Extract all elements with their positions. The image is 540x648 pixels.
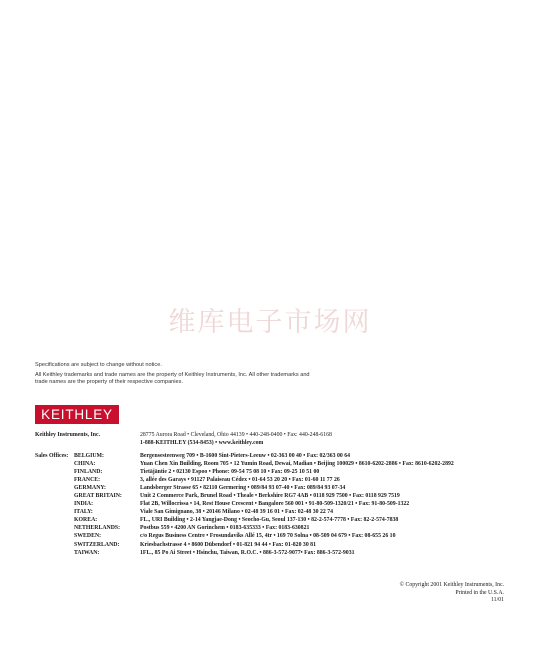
office-address: FL., URI Building • 2-14 Yangjae-Dong • Seocho-Gu, Seoul 137-130 • 82-2-574-7778 • Fax: 82-2-574-7838	[140, 517, 399, 524]
office-country: CHINA:	[74, 461, 96, 468]
sales-offices-list	[35, 452, 530, 557]
office-row	[35, 460, 530, 468]
copyright-block	[400, 582, 504, 605]
office-row	[35, 516, 530, 524]
office-country: KOREA:	[74, 517, 98, 524]
office-address: Viale San Gimignano, 38 • 20146 Milano • 02-48 39 16 01 • Fax: 02-48 30 22 74	[140, 509, 333, 516]
keithley-logo: KEITHLEY	[35, 405, 119, 424]
trademark-notice-line2: trade names are the property of their respective companies.	[35, 378, 183, 385]
office-row	[35, 549, 530, 557]
office-row	[35, 452, 530, 460]
printed-text: Printed in the U.S.A.	[455, 589, 504, 596]
watermark-text: 维库电子市场网	[168, 307, 372, 338]
office-country: GERMANY:	[74, 485, 106, 492]
office-country: SWITZERLAND:	[74, 541, 120, 548]
trademark-notice-line1: All Keithley trademarks and trade names are the property of Keithley Instruments, Inc. All other trademarks and	[35, 371, 310, 378]
company-name: Keithley Instruments, Inc.	[35, 432, 101, 438]
office-country: NETHERLANDS:	[74, 525, 121, 532]
office-address: Bergensesteenweg 709 • B-1600 Sint-Pieters-Leeuw • 02-363 00 40 • Fax: 02/363 00 64	[140, 453, 351, 459]
company-contact: 1-888-KEITHLEY (534-8453) • www.keithley.com	[140, 440, 264, 447]
office-address: 3, allée des Garays • 91127 Palaiseau Cédex • 01-64 53 20 20 • Fax: 01-60 11 77 26	[140, 477, 340, 484]
office-country: FINLAND:	[74, 469, 103, 476]
office-country: GREAT BRITAIN:	[74, 493, 122, 500]
office-country: BELGIUM:	[74, 453, 104, 459]
office-row	[35, 508, 530, 516]
office-country: ITALY:	[74, 509, 93, 516]
office-address: 1FL., 85 Po Ai Street • Hsinchu, Taiwan, R.O.C. • 886-3-572-9077• Fax: 886-3-572-9031	[140, 549, 355, 556]
office-row	[35, 541, 530, 549]
office-address: Unit 2 Commerce Park, Brunel Road • Theale • Berkshire RG7 4AB • 0118 929 7500 • Fax: 0118 929 7519	[140, 493, 400, 500]
copyright-text: © Copyright 2001 Keithley Instruments, Inc.	[399, 582, 504, 588]
office-address: Tietäjäntie 2 • 02130 Espoo • Phone: 09-54 75 08 10 • Fax: 09-25 10 51 00	[140, 469, 320, 476]
sales-offices-heading: Sales Offices:	[35, 453, 69, 459]
office-address: Kriesbachstrasse 4 • 8600 Dübendorf • 01-821 94 44 • Fax: 01-820 30 81	[140, 541, 316, 548]
office-row	[35, 468, 530, 476]
office-row	[35, 524, 530, 532]
office-country: TAIWAN:	[74, 549, 100, 556]
office-country: INDIA:	[74, 501, 94, 508]
office-address: Postbus 559 • 4200 AN Gorinchem • 0183-635333 • Fax: 0183-630821	[140, 525, 310, 532]
office-row	[35, 476, 530, 484]
office-address: Landsberger Strasse 65 • 82110 Germering • 089/84 93 07-40 • Fax: 089/84 93 07-34	[140, 485, 346, 492]
doc-code: 11/01	[491, 597, 504, 604]
company-address: 28775 Aurora Road • Cleveland, Ohio 44139 • 440-248-0400 • Fax: 440-248-6168	[140, 432, 332, 438]
office-row	[35, 492, 530, 500]
legal-notices	[35, 362, 395, 386]
office-address: Flat 2B, Willocrissa • 14, Rest House Crescent • Bangalore 560 001 • 91-80-509-1320/21 • Fax: 91-80-509-1322	[140, 501, 410, 508]
spec-notice: Specifications are subject to change without notice.	[35, 362, 162, 368]
office-address: c/o Regus Business Centre • Frosundaviks Allé 15, 4tr • 169 70 Solna • 08-509 04 679 • Fax: 08-655 26 10	[140, 533, 396, 540]
office-country: FRANCE:	[74, 477, 101, 484]
office-address: Yuan Chen Xin Building, Room 705 • 12 Yumin Road, Dewai, Madian • Beijing 100029 • 8610-6202-2886 • Fax: 8610-6202-2892	[140, 461, 454, 468]
company-info	[35, 431, 515, 447]
office-row	[35, 500, 530, 508]
office-row	[35, 532, 530, 540]
office-country: SWEDEN:	[74, 533, 102, 540]
office-row	[35, 484, 530, 492]
